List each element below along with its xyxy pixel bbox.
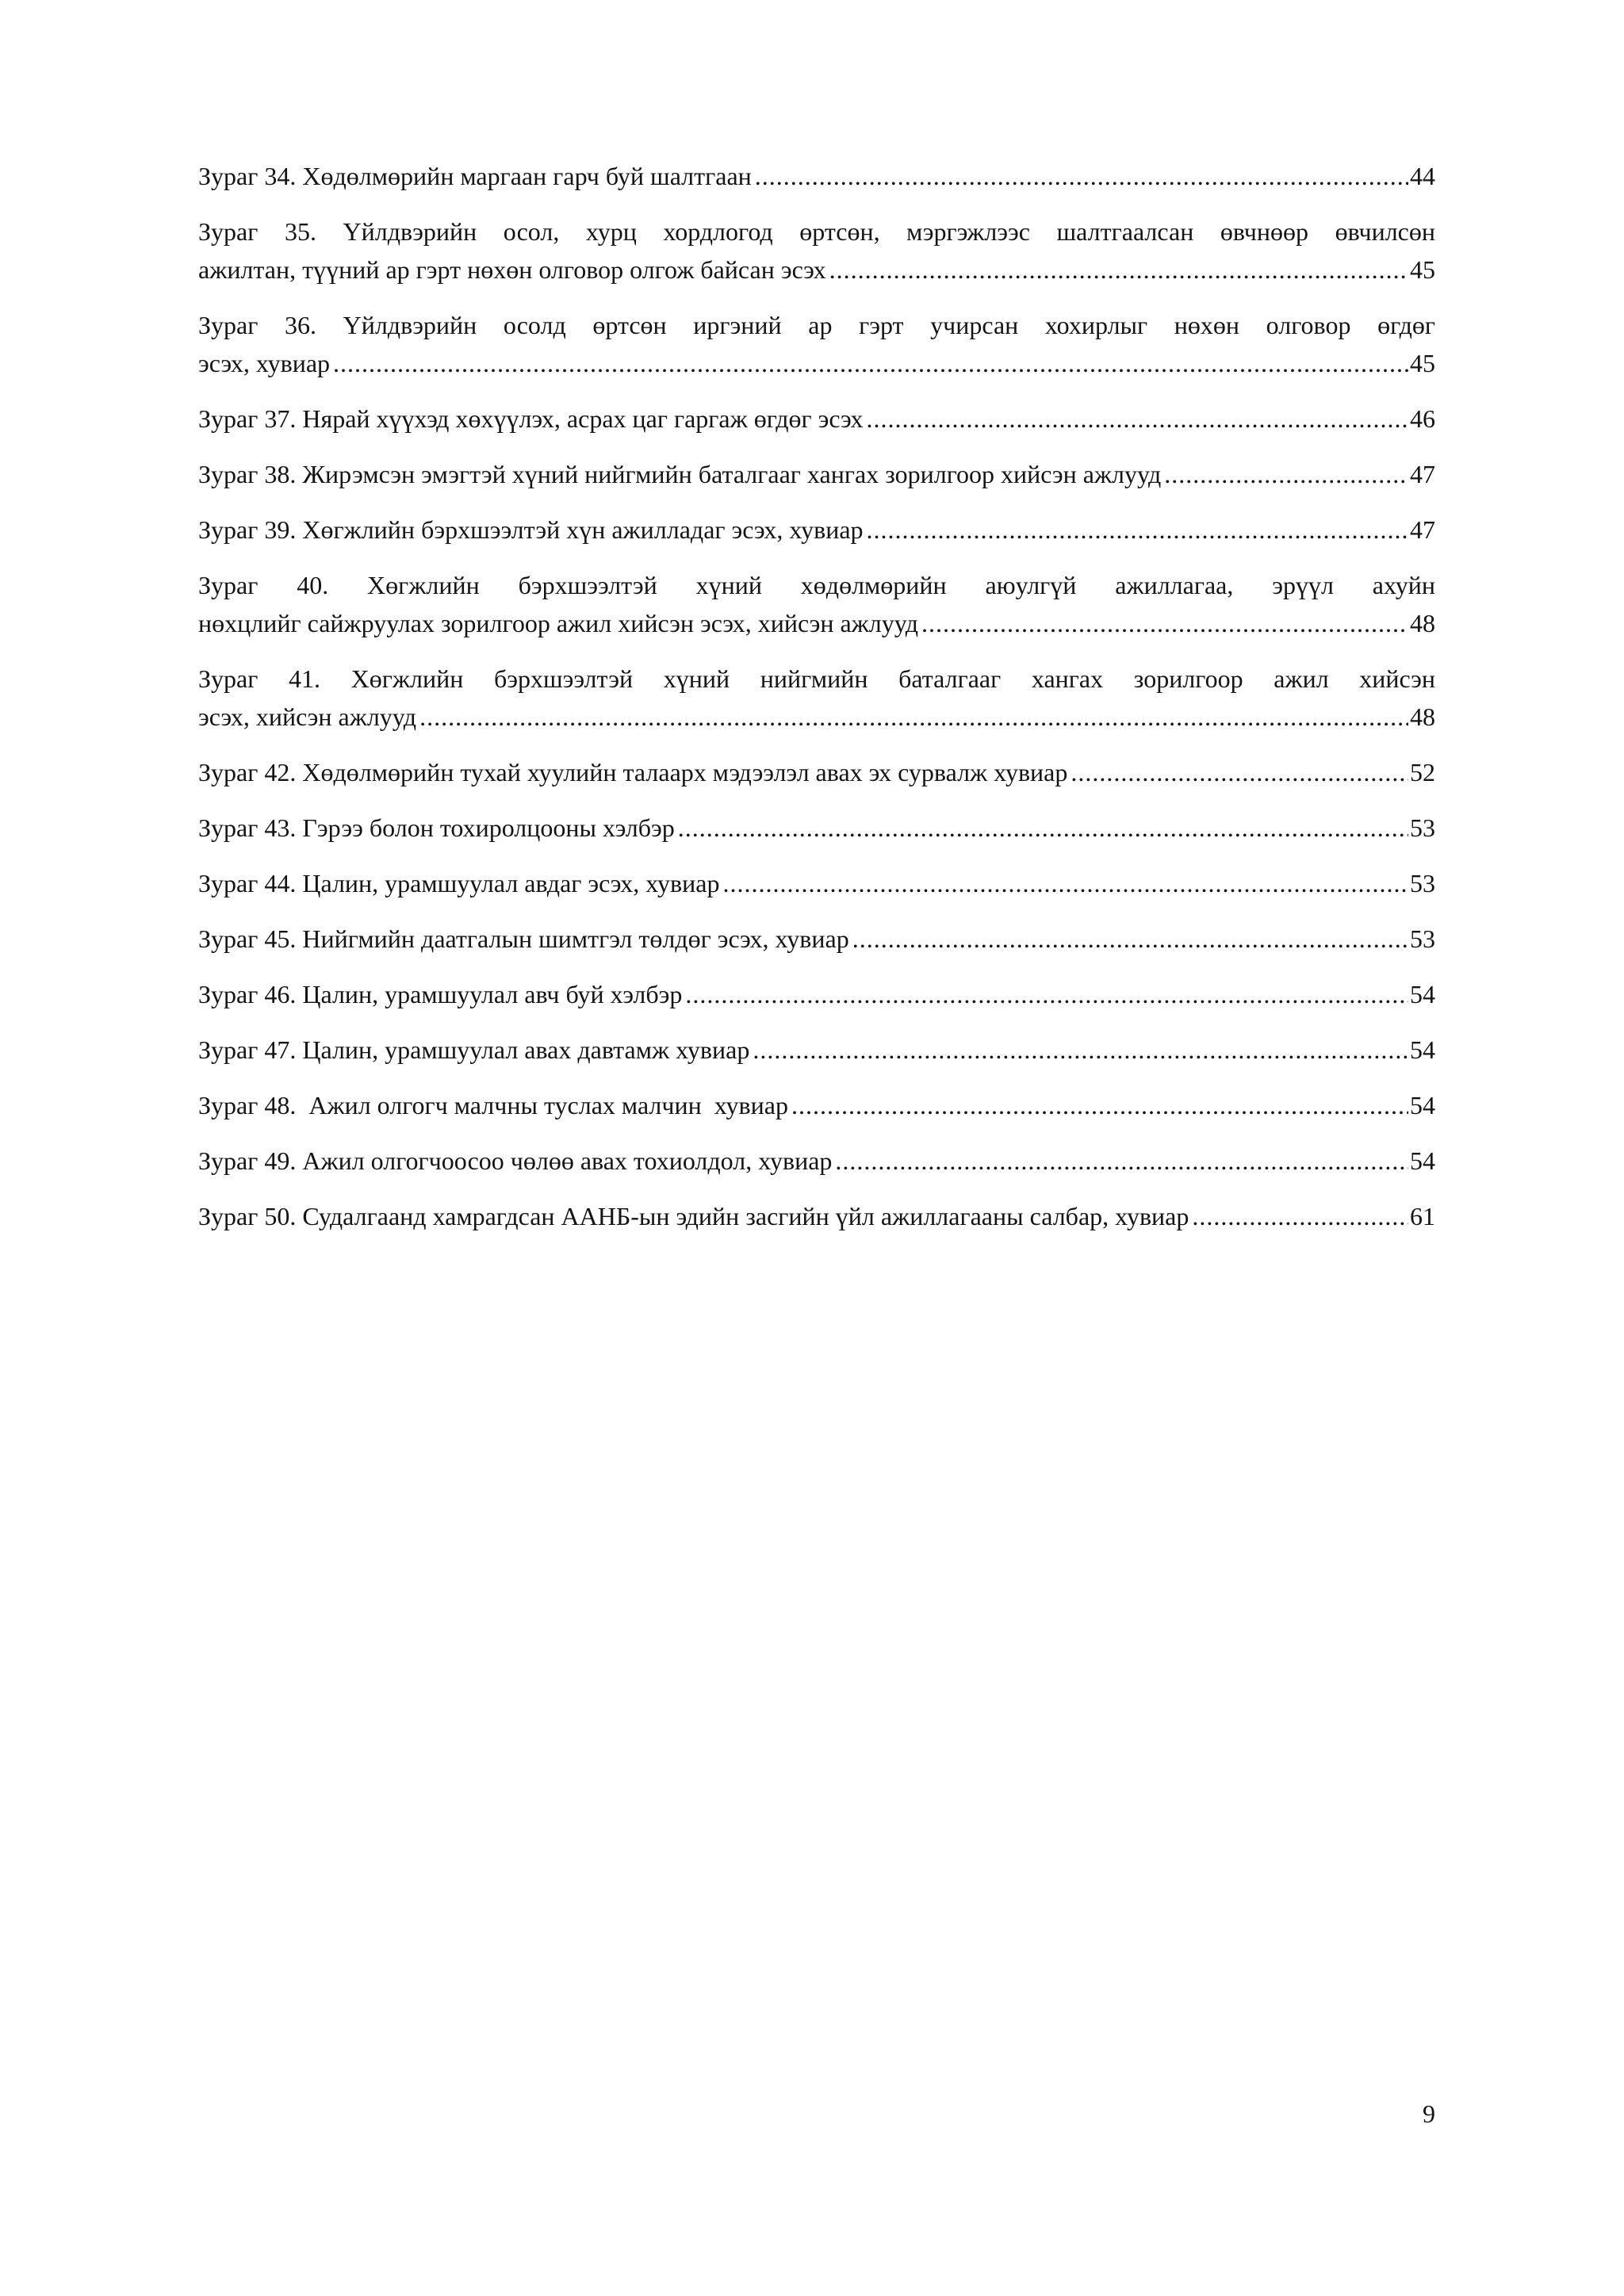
toc-entry-line [198, 604, 1435, 642]
toc-entry-page: 47 [1410, 460, 1435, 488]
toc-entry-line [198, 344, 1435, 382]
toc-entry-title: Зураг 45. Нийгмийн даатгалын шимтгэл төлдөг эсэх, хувиар [198, 924, 849, 953]
toc-entry-line [198, 1142, 1435, 1180]
toc-entry-line [198, 1197, 1435, 1235]
dot-leader [1164, 455, 1408, 493]
dot-leader [755, 157, 1408, 195]
toc-entry-title-line2: ажилтан, түүний ар гэрт нөхөн олговор олгож байсан эсэх [198, 255, 826, 284]
toc-entry-36[interactable] [198, 306, 1435, 382]
list-of-figures [198, 157, 1435, 1253]
toc-entry-page: 53 [1410, 813, 1435, 842]
toc-entry-34[interactable] [198, 157, 1435, 195]
toc-entry-page: 52 [1410, 758, 1435, 786]
toc-entry-line [198, 1031, 1435, 1069]
dot-leader [722, 864, 1408, 902]
toc-entry-45[interactable] [198, 920, 1435, 958]
toc-entry-title: Зураг 38. Жирэмсэн эмэгтэй хүний нийгмийн баталгааг хангах зорилгоор хийсэн ажлууд [198, 460, 1162, 488]
toc-entry-37[interactable] [198, 400, 1435, 438]
toc-entry-49[interactable] [198, 1142, 1435, 1180]
toc-entry-title: Зураг 43. Гэрээ болон тохиролцооны хэлбэр [198, 813, 675, 842]
toc-entry-title-line2: эсэх, хувиар [198, 349, 331, 377]
toc-entry-title-line2: нөхцлийг сайжруулах зорилгоор ажил хийсэн эсэх, хийсэн ажлууд [198, 609, 919, 637]
toc-entry-line [198, 975, 1435, 1013]
toc-entry-title: Зураг 47. Цалин, урамшуулал авах давтамж хувиар [198, 1035, 750, 1064]
dot-leader [419, 698, 1408, 736]
toc-entry-title: Зураг 37. Нярай хүүхэд хөхүүлэх, асрах цаг гаргаж өгдөг эсэх [198, 404, 864, 433]
dot-leader [867, 511, 1408, 549]
toc-entry-line [198, 864, 1435, 902]
toc-entry-title: Зураг 44. Цалин, урамшуулал авдаг эсэх, хувиар [198, 869, 720, 897]
toc-entry-title: Зураг 34. Хөдөлмөрийн маргаан гарч буй шалтгаан [198, 162, 752, 190]
dot-leader [866, 400, 1408, 438]
toc-entry-title: Зураг 46. Цалин, урамшуулал авч буй хэлбэр [198, 980, 683, 1008]
toc-entry-line [198, 698, 1435, 736]
toc-entry-title: Зураг 49. Ажил олгогчоосоо чөлөө авах тохиолдол, хувиар [198, 1146, 833, 1175]
toc-entry-page: 45 [1410, 255, 1435, 284]
toc-entry-title-line1: Зураг 41. Хөгжлийн бэрхшээлтэй хүний нийгмийн баталгааг хангах зорилгоор ажил хийсэн [198, 664, 1435, 693]
toc-entry-line [198, 157, 1435, 195]
toc-entry-title-line1: Зураг 40. Хөгжлийн бэрхшээлтэй хүний хөдөлмөрийн аюулгүй ажиллагаа, эрүүл ахуйн [198, 571, 1435, 599]
toc-entry-line [198, 920, 1435, 958]
dot-leader [685, 975, 1408, 1013]
toc-entry-page: 48 [1410, 702, 1435, 731]
toc-entry-title: Зураг 48. Ажил олгогч малчны туслах малчин хувиар [198, 1091, 788, 1119]
dot-leader [1192, 1197, 1408, 1235]
toc-entry-line [198, 1086, 1435, 1124]
toc-entry-line [198, 809, 1435, 847]
toc-entry-page: 44 [1410, 162, 1435, 190]
toc-entry-page: 53 [1410, 924, 1435, 953]
toc-entry-page: 48 [1410, 609, 1435, 637]
toc-entry-page: 61 [1410, 1202, 1435, 1230]
toc-entry-page: 54 [1410, 980, 1435, 1008]
toc-entry-38[interactable] [198, 455, 1435, 493]
toc-entry-46[interactable] [198, 975, 1435, 1013]
toc-entry-42[interactable] [198, 753, 1435, 791]
dot-leader [753, 1031, 1408, 1069]
dot-leader [921, 604, 1408, 642]
toc-entry-47[interactable] [198, 1031, 1435, 1069]
toc-entry-line [198, 753, 1435, 791]
dot-leader [791, 1086, 1408, 1124]
dot-leader [333, 344, 1408, 382]
toc-entry-title: Зураг 42. Хөдөлмөрийн тухай хуулийн талаарх мэдээлэл авах эх сурвалж хувиар [198, 758, 1068, 786]
toc-entry-41[interactable] [198, 660, 1435, 736]
toc-entry-line [198, 455, 1435, 493]
toc-entry-line [198, 251, 1435, 289]
toc-entry-page: 47 [1410, 515, 1435, 544]
toc-entry-line [198, 400, 1435, 438]
dot-leader [829, 251, 1408, 289]
dot-leader [835, 1142, 1408, 1180]
toc-entry-page: 46 [1410, 404, 1435, 433]
dot-leader [1071, 753, 1408, 791]
toc-entry-title-line1: Зураг 35. Үйлдвэрийн осол, хурц хордлогод өртсөн, мэргэжлээс шалтгаалсан өвчнөөр өвчилсөн [198, 217, 1435, 246]
toc-entry-48[interactable] [198, 1086, 1435, 1124]
toc-entry-page: 54 [1410, 1091, 1435, 1119]
toc-entry-title: Зураг 39. Хөгжлийн бэрхшээлтэй хүн ажилладаг эсэх, хувиар [198, 515, 864, 544]
toc-entry-title-line2: эсэх, хийсэн ажлууд [198, 702, 417, 731]
toc-entry-page: 53 [1410, 869, 1435, 897]
toc-entry-title: Зураг 50. Судалгаанд хамрагдсан ААНБ-ын эдийн засгийн үйл ажиллагааны салбар, хувиар [198, 1202, 1189, 1230]
toc-entry-line [198, 511, 1435, 549]
toc-entry-40[interactable] [198, 566, 1435, 642]
page-number: 9 [1423, 2099, 1435, 2128]
toc-entry-43[interactable] [198, 809, 1435, 847]
toc-entry-page: 54 [1410, 1035, 1435, 1064]
toc-entry-35[interactable] [198, 212, 1435, 289]
toc-entry-39[interactable] [198, 511, 1435, 549]
dot-leader [852, 920, 1408, 958]
toc-entry-page: 54 [1410, 1146, 1435, 1175]
toc-entry-50[interactable] [198, 1197, 1435, 1235]
toc-entry-44[interactable] [198, 864, 1435, 902]
toc-entry-page: 45 [1410, 349, 1435, 377]
toc-entry-title-line1: Зураг 36. Үйлдвэрийн осолд өртсөн иргэний ар гэрт учирсан хохирлыг нөхөн олговор өгдөг [198, 311, 1435, 339]
dot-leader [678, 809, 1408, 847]
